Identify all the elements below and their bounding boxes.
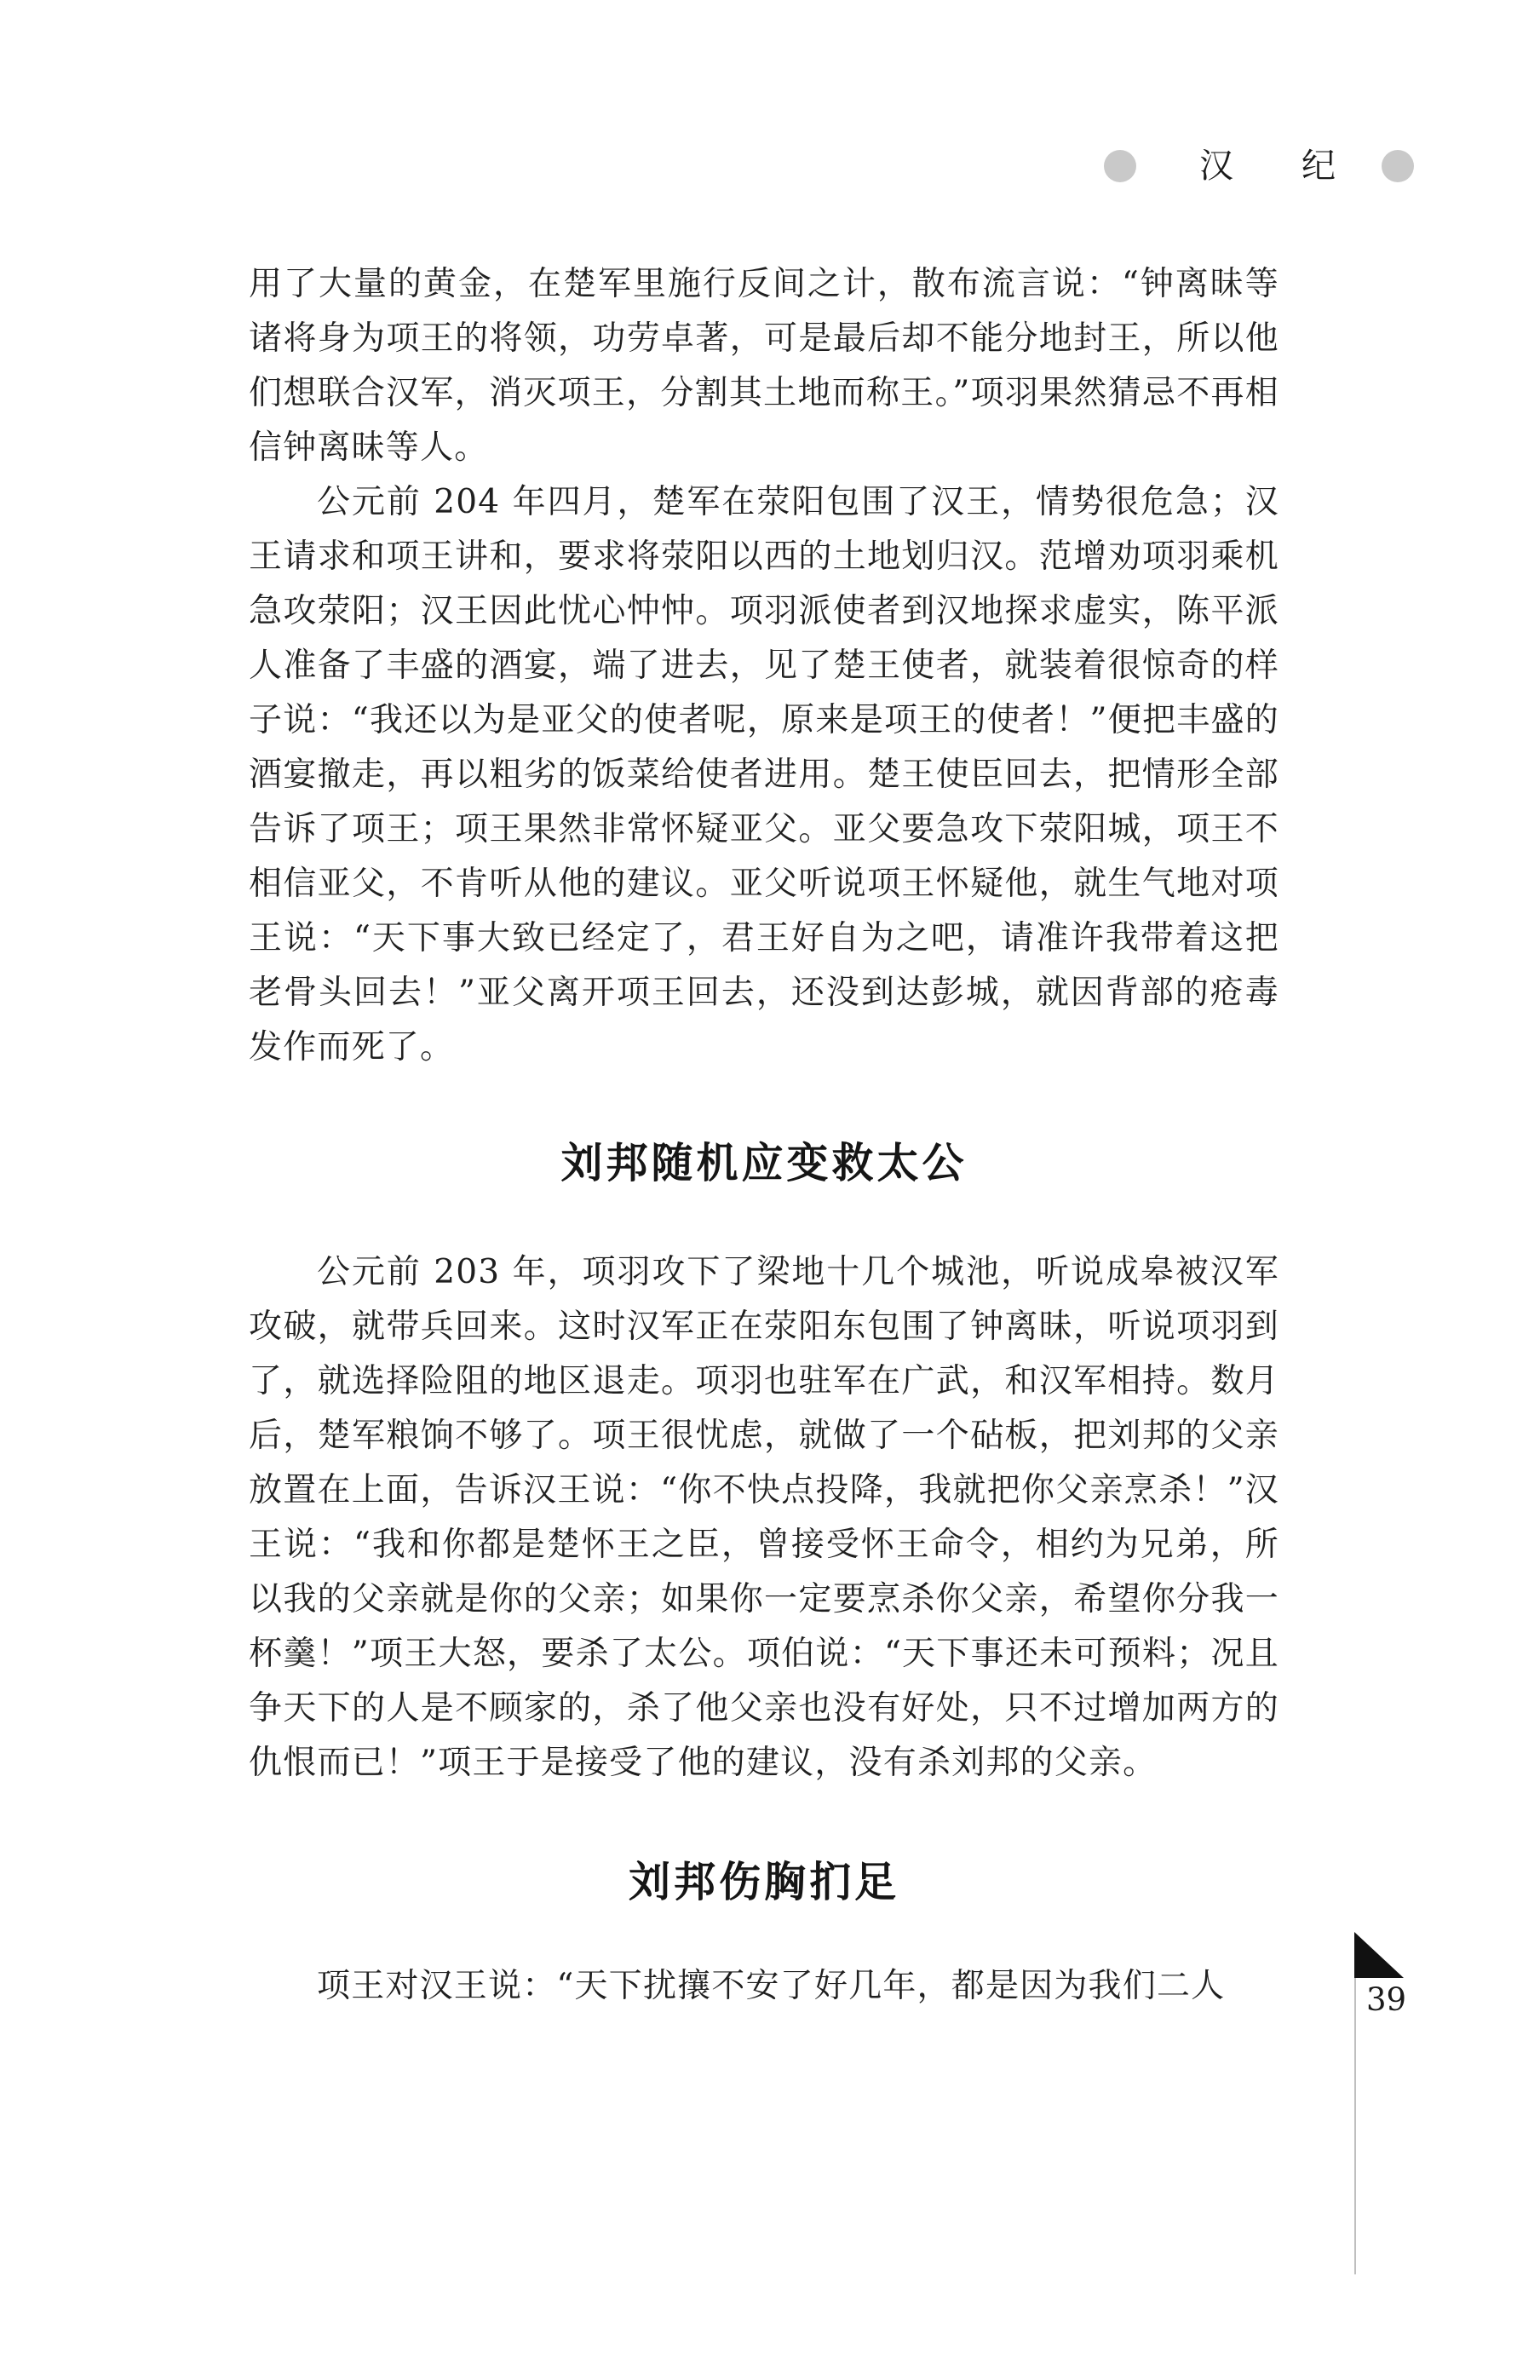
section-heading-2: 刘邦伤胸扪足 [628,1858,899,1906]
page-number: 39 [1366,1981,1407,2018]
page-corner-triangle-icon [1354,1932,1404,1978]
page-body [249,257,1279,2014]
paragraph-1: 用了大量的黄金，在楚军里施行反间之计，散布流言说：“钟离昧等诸将身为项王的将领，功劳卓著，可是最后却不能分地封王，所以他们想联合汉军，消灭项王，分割其土地而称王。”项羽果然猜忌不再相信钟离昧等人。 [249,265,1279,467]
header-title-char-2: 纪 [1302,147,1336,186]
header-left-dot-icon [1104,150,1136,182]
page-side-rule [1354,1934,1356,2274]
paragraph-2: 公元前 204 年四月，楚军在荥阳包围了汉王，情势很危急；汉王请求和项王讲和，要求将荥阳以西的土地划归汉。范增劝项羽乘机急攻荥阳；汉王因此忧心忡忡。项羽派使者到汉地探求虚实，陈平派人准备了丰盛的酒宴，端了进去，见了楚王使者，就装着很惊奇的样子说：“我还以为是亚父的使者呢，原来是项王的使者！”便把丰盛的酒宴撤走，再以粗劣的饭菜给使者进用。楚王使臣回去，把情形全部告诉了项王；项王果然非常怀疑亚父。亚父要急攻下荥阳城，项王不相信亚父，不肯听从他的建议。亚父听说项王怀疑他，就生气地对项王说：“天下事大致已经定了，君王好自为之吧，请准许我带着这把老骨头回去！”亚父离开项王回去，还没到达彭城，就因背部的疮毒发作而死了。 [249,483,1279,1066]
header-right-dot-icon [1382,150,1414,182]
paragraph-3: 公元前 203 年，项羽攻下了梁地十几个城池，听说成皋被汉军攻破，就带兵回来。这时汉军正在荥阳东包围了钟离昧，听说项羽到了，就选择险阻的地区退走。项羽也驻军在广武，和汉军相持。数月后，楚军粮饷不够了。项王很忧虑，就做了一个砧板，把刘邦的父亲放置在上面，告诉汉王说：“你不快点投降，我就把你父亲烹杀！”汉王说：“我和你都是楚怀王之臣，曾接受怀王命令，相约为兄弟，所以我的父亲就是你的父亲；如果你一定要烹杀你父亲，希望你分我一杯羹！”项王大怒，要杀了太公。项伯说：“天下事还未可预料；况且争天下的人是不顾家的，杀了他父亲也没有好处，只不过增加两方的仇恨而已！”项王于是接受了他的建议，没有杀刘邦的父亲。 [249,1253,1279,1782]
paragraph-4: 项王对汉王说：“天下扰攘不安了好几年，都是因为我们二人 [317,1967,1226,2005]
running-header [1104,145,1428,196]
section-heading-1: 刘邦随机应变救太公 [560,1139,968,1187]
header-title-char-1: 汉 [1199,147,1233,186]
